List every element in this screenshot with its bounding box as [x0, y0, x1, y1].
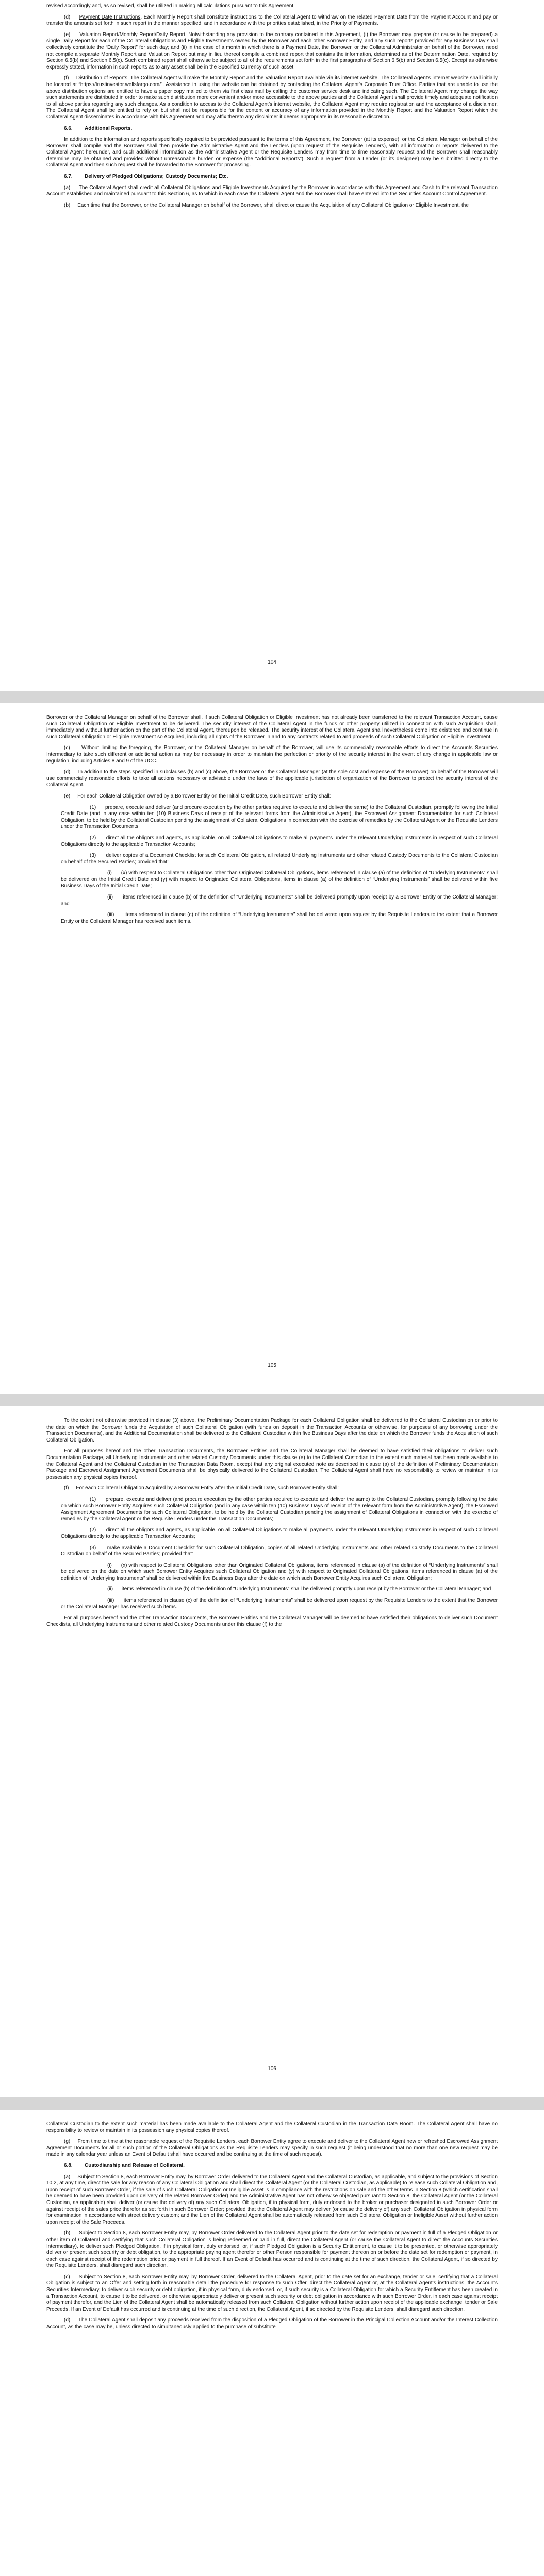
paragraph-e: (e) Valuation Report/Monthly Report/Daily Report. Notwithstanding any provision to the contrary contained in this Agreement, (i) the Borrower may prepare (or cause to be prepared) a single Daily Report for each of the Collateral Obligations and Eligible Investments owned by the Borrower and each other Borrower Entity, and any such reports provided for any Business Day shall collectively constitute the “Daily Report” for such day; and (ii) in the case of a month in which there is a Payment Date, the Borrower, or the Collateral Administrator on behalf of the Borrower, need not compile a separate Monthly Report and Valuation Report but may in lieu thereof compile a combined report that contains the information, determined as of the Determination Date, required by Section 6.5(b) and Section 6.5(c). Such combined report shall otherwise be subject to all of the requirements set forth in the first paragraphs of Section 6.5(b) and Section 6.5(c). Except as otherwise expressly stated, information in such reports as to any asset shall be in the Specified Currency of such asset. [46, 31, 498, 70]
page-separator [0, 2097, 544, 2110]
page-number: 106 [268, 2066, 276, 2072]
paragraph-c: (c) Subject to Section 8, each Borrower Entity may, by Borrower Order, delivered to the Collateral Agent, prior to the date set for an exchange, tender or sale, certifying that a Collateral Obligation is subject to an Offer and setting forth in reasonable detail the procedure for response to such Offer, direct the Collateral Agent or, at the Collateral Agent’s instructions, the Accounts Securities Intermediary, to deliver such security or debt obligation, if in physical form, duly endorsed, or, if such security is a Collateral Obligation for which a Security Entitlement has been created in a Transaction Account, to cause it to be delivered, or otherwise appropriately deliver or present such security or debt obligation in accordance with such Borrower Order, in each case against receipt of payment therefor, and the Lien of the Collateral Agent shall be automatically released from such Collateral Obligation without further action upon receipt of the applicable exchange, tender or Sale Proceeds. If an Event of Default has occurred and is continuing at the time of such direction, the Collateral Agent, if so directed by the Requisite Lenders, shall disregard such direction. [46, 2274, 498, 2312]
paragraph-d: (d) The Collateral Agent shall deposit any proceeds received from the disposition of a Pledged Obligation of the Borrower in the Principal Collection Account and/or the Interest Collection Account, as the case may be, unless directed to simultaneously applied to the purchase of substitute [46, 2317, 498, 2330]
paragraph: For all purposes hereof and the other Transaction Documents, the Borrower Entities and the Collateral Manager will be deemed to have satisfied their obligations to deliver such Document Checklists, all Underlying Instruments and other related Custody Documents under this clause (f) to the [46, 1615, 498, 1628]
paragraph-a: (a) Subject to Section 8, each Borrower Entity may, by Borrower Order delivered to the Collateral Agent and the Collateral Custodian, as applicable, and subject to the provisions of Section 10.2, at any time, direct the sale for any reason of any Collateral Obligation and shall direct the Collateral Agent (or the Collateral Custodian, as applicable) to release such Collateral Obligation and, upon receipt of such Borrower Order, if the sale of such Collateral Obligation or Ineligible Asset is in compliance with the restrictions on sale and the other terms in Section 8 (which certification shall be deemed to have been provided upon delivery of the related Borrower Order) and the Administrative Agent has not otherwise objected pursuant to Section 8, the Collateral Agent (or the Collateral Custodian, as applicable) shall deliver (or cause the delivery of) any such Collateral Obligation, if in physical form, duly endorsed to the broker or purchaser designated in such Borrower Order or against receipt of the sales price therefor as set forth in such Borrower Order; provided that the Collateral Agent may deliver (or cause the delivery of) any such Collateral Obligation in physical form for examination in accordance with street delivery custom; and the Lien of the Collateral Agent shall be automatically released from such Collateral Obligation or Ineligible Asset without further action upon receipt of the Sale Proceeds. [46, 2174, 498, 2225]
paragraph: To the extent not otherwise provided in clause (3) above, the Preliminary Documentation Package for each Collateral Obligation shall be delivered to the Collateral Custodian on or prior to the date on which the Borrower funds the Acquisition of such Collateral Obligation (with funds on deposit in the Transaction Accounts or otherwise, for purposes of any borrowing under the Transaction Documents), and the Additional Documentation shall be delivered to the Collateral Custodian within five Business Days after the date on which the Borrower funds the Acquisition of such Collateral Obligation. [46, 1418, 498, 1443]
subparagraph-3: (3) deliver copies of a Document Checklist for such Collateral Obligation, all related Underlying Instruments and other related Custody Documents to the Collateral Custodian on behalf of the Secured Parties; provided that: [61, 853, 498, 865]
subparagraph-3: (3) make available a Document Checklist for such Collateral Obligation, copies of all related Underlying Instruments and other related Custody Documents to the Collateral Custodian on behalf of the Secured Parties; provided that: [61, 1545, 498, 1557]
paragraph-c: (c) Without limiting the foregoing, the Borrower, or the Collateral Manager on behalf of the Borrower, will use its commercially reasonable efforts to direct the Accounts Securities Intermediary to take such different or additional action as may be necessary in order to maintain the perfection or priority of the security interest in the event of any change in applicable law or regulation, including Articles 8 and 9 of the UCC. [46, 745, 498, 764]
subparagraph-2: (2) direct all the obligors and agents, as applicable, on all Collateral Obligations to make all payments under the relevant Underlying Instruments in respect of such Collateral Obligations directly to the applicable Transaction Accounts; [61, 1527, 498, 1539]
paragraph-d: (d) In addition to the steps specified in subclauses (b) and (c) above, the Borrower or the Collateral Manager (at the sole cost and expense of the Borrower) on behalf of the Borrower will use commercially reasonable efforts to take all actions necessary or advisable under the laws of the applicable jurisdiction of organization of the Borrower to protect the security interest of the Collateral Agent. [46, 769, 498, 788]
paragraph-title: Valuation Report/Monthly Report/Daily Report [79, 31, 185, 38]
paragraph-e: (e) For each Collateral Obligation owned by a Borrower Entity on the Initial Credit Date, such Borrower Entity shall: [64, 793, 331, 799]
page-separator [0, 691, 544, 703]
subparagraph-1: (1) prepare, execute and deliver (and procure execution by the other parties required to execute and deliver the same) to the Collateral Custodian, promptly following the Initial Credit Date (and in any case within ten (10) Business Days of receipt of the relevant forms from the Administrative Agent), the Escrowed Assignment Documentation for such Collateral Obligation, to be held by the Collateral Custodian pending the assignment of Collateral Obligations in connection with the exercise of remedies by the Collateral Agent or the Requisite Lenders under the Transaction Documents; [61, 804, 498, 830]
page-104 [0, 0, 544, 703]
paragraph-g: (g) From time to time at the reasonable request of the Requisite Lenders, each Borrower Entity agree to execute and deliver to the Collateral Agent new or refreshed Escrowed Assignment Agreement Documents for all or such portion of the Collateral Obligations as the Requisite Lenders may specify in such request (it being understood that no more than one new request may be made in any calendar year unless an Event of Default shall have occurred and be continuing at the time of such request). [46, 2139, 498, 2158]
clause-iii: (iii) items referenced in clause (c) of the definition of “Underlying Instruments” shall be delivered upon request by the Requisite Lenders to the extent that a Borrower Entity or the Collateral Manager has received such items. [61, 912, 498, 924]
paragraph-d: (d) Payment Date Instructions. Each Monthly Report shall constitute instructions to the Collateral Agent to withdraw on the related Payment Date from the Payment Account and pay or transfer the amounts set forth in such report in the manner specified, and in accordance with the priorities established, in the Priority of Payments. [46, 14, 498, 27]
page-107 [0, 2110, 544, 2576]
paragraph: For all purposes hereof and the other Transaction Documents, the Borrower Entities and the Collateral Manager shall be deemed to have satisfied their obligations to deliver such Documentation Package, all Underlying Instruments and other related Custody Documents under this clause (e) to the Collateral Custodian to the extent such material has been made available to the Collateral Agent and the Collateral Custodian in the Transaction Data Room, except that any original executed note as described in clause (a) of the definition of Preliminary Documentation Package and Escrowed Assignment Agreement Documents shall be physically delivered to the Collateral Custodian. The Collateral Agent shall have no responsibility to review or maintain in its possession any physical copies thereof. [46, 1448, 498, 1480]
subparagraph-1: (1) prepare, execute and deliver (and procure execution by the other parties required to execute and deliver the same) to the Collateral Custodian, promptly following the date on which such Borrower Entity Acquires such Collateral Obligation (and in any case within ten (10) Business Days of receipt of the relevant form from the Administrative Agent), the Escrowed Assignment Agreement Documents for such Collateral Obligation, to be held by the Collateral Custodian pending the assignment of Collateral Obligations in connection with the exercise of remedies by the Collateral Agent or the Requisite Lenders under the Transaction Documents; [61, 1496, 498, 1522]
paragraph: revised accordingly and, as so revised, shall be utilized in making all calculations pursuant to this Agreement. [46, 3, 295, 9]
paragraph-f: (f) For each Collateral Obligation Acquired by a Borrower Entity after the Initial Credit Date, such Borrower Entity shall: [64, 1485, 339, 1492]
page-105 [0, 703, 544, 1406]
paragraph-b: (b) Each time that the Borrower, or the Collateral Manager on behalf of the Borrower, shall direct or cause the Acquisition of any Collateral Obligation or Eligible Investment, the [64, 202, 469, 208]
clause-i: (i) (x) with respect to Collateral Obligations other than Originated Collateral Obligations, items referenced in clause (a) of the definition of “Underlying Instruments” shall be delivered on the date on which such Borrower Entity Acquires such Collateral Obligation and (y) with respect to Originated Collateral Obligations, items referenced in clause (a) of the definition of “Underlying Instruments” shall be delivered within five Business Days after the date on which such Borrower Entity Acquires such Collateral Obligation; [61, 1562, 498, 1581]
paragraph-title: Distribution of Reports [76, 75, 128, 81]
page-separator [0, 1394, 544, 1406]
paragraph: In addition to the information and reports specifically required to be provided pursuant to the terms of this Agreement, the Borrower (at its expense), or the Collateral Manager on behalf of the Borrower, shall compile and the Borrower shall then provide the Administrative Agent and the Lenders (upon request of the Requisite Lenders), with all information or reports delivered to the Collateral Agent hereunder, and such additional information as the Administrative Agent or the Requisite Lenders may from time to time reasonably request and the Borrower shall reasonably determine may be obtained and provided without unreasonable burden or expense (the “Additional Reports”). Such a request from a Lender (or its designee) may be submitted directly to the Collateral Agent and then such request shall be forwarded to the Borrower for processing. [46, 137, 498, 168]
clause-ii: (ii) items referenced in clause (b) of the definition of “Underlying Instruments” shall be delivered promptly upon receipt by a Borrower Entity or the Collateral Manager; and [61, 894, 498, 907]
section-heading-6-8: 6.8. Custodianship and Release of Collateral. [64, 2162, 185, 2168]
paragraph-b: (b) Subject to Section 8, each Borrower Entity may, by Borrower Order delivered to the Collateral Agent prior to the date set for redemption or payment in full of a Pledged Obligation or other item of Collateral and certifying that such Collateral Obligation is being redeemed or paid in full, direct the Collateral Agent (or cause the Collateral Agent to direct the Accounts Securities Intermediary), to deliver such Pledged Obligation, if in physical form, duly endorsed, or, if such Pledged Obligation is a Security Entitlement, to cause it to be presented, or otherwise appropriately deliver or present such security or debt obligation, to the appropriate paying agent therefor or other Person responsible for payment thereon on or before the date set for redemption or payment, in each case against receipt of the redemption price or payment in full thereof. If an Event of Default has occurred and is continuing at the time of such direction, the Collateral Agent, if so directed by the Requisite Lenders, shall disregard such direction. [46, 2230, 498, 2269]
page-number: 104 [268, 659, 276, 666]
paragraph: Borrower or the Collateral Manager on behalf of the Borrower shall, if such Collateral Obligation or Eligible Investment has not already been transferred to the relevant Transaction Account, cause such Collateral Obligation or Eligible Investment to be delivered. The security interest of the Collateral Agent in the funds or other property utilized in connection with such Acquisition shall, immediately and without further action on the part of the Collateral Agent, thereupon be released. The security interest of the Collateral Agent shall nevertheless come into existence and continue in such Collateral Obligation or Eligible Investment so Acquired, including all rights of the Borrower in and to any contracts related to and proceeds of such Collateral Obligation or Eligible Investment. [46, 715, 498, 740]
paragraph-title: Payment Date Instructions [79, 14, 141, 20]
paragraph-f: (f) Distribution of Reports. The Collateral Agent will make the Monthly Report and the Valuation Report available via its internet website. The Collateral Agent’s internet website shall initially be located at “https://trustinvestor.wellsfargo.com/”. Assistance in using the website can be obtained by contacting the Collateral Agent’s Corporate Trust Office. Parties that are unable to use the above distribution options are entitled to have a paper copy mailed to them via first class mail by calling the customer service desk and indicating such. The Collateral Agent may change the way such statements are distributed in order to make such distribution more convenient and/or more accessible to the above parties and the Collateral Agent shall provide timely and adequate notification to all above parties regarding any such changes. As a condition to access to the Collateral Agent’s internet website, the Collateral Agent may require registration and the acceptance of a disclaimer. The Collateral Agent shall be entitled to rely on but shall not be responsible for the content or accuracy of any information provided in the Monthly Report and the Valuation Report which the Collateral Agent disseminates in accordance with this Agreement and may affix thereto any disclaimer it deems appropriate in its reasonable discretion. [46, 75, 498, 120]
section-heading-6-6: 6.6. Additional Reports. [64, 125, 133, 131]
clause-iii: (iii) items referenced in clause (c) of the definition of “Underlying Instruments” shall be delivered upon request by the Requisite Lenders to the extent that the Borrower or the Collateral Manager has received such items. [61, 1598, 498, 1610]
clause-i: (i) (x) with respect to Collateral Obligations other than Originated Collateral Obligations, items referenced in clause (a) of the definition of “Underlying Instruments” shall be delivered on the Initial Credit Date and (y) with respect to Originated Collateral Obligations, items in clause (a) of the definition of “Underlying Instruments” shall be delivered within five Business Days of the Initial Credit Date; [61, 870, 498, 889]
paragraph-a: (a) The Collateral Agent shall credit all Collateral Obligations and Eligible Investments Acquired by the Borrower in accordance with this Agreement and Cash to the relevant Transaction Account established and maintained pursuant to this Section 6, as to which in each case the Collateral Agent and the Borrower shall have entered into the Securities Account Control Agreement. [46, 184, 498, 197]
paragraph: Collateral Custodian to the extent such material has been made available to the Collateral Agent and the Collateral Custodian in the Transaction Data Room. The Collateral Agent shall have no responsibility to review or maintain in its possession any physical copies thereof. [46, 2121, 498, 2133]
clause-ii: (ii) items referenced in clause (b) of the definition of “Underlying Instruments” shall be delivered promptly upon receipt by the Borrower or the Collateral Manager; and [107, 1586, 491, 1592]
subparagraph-2: (2) direct all the obligors and agents, as applicable, on all Collateral Obligations to make all payments under the relevant Underlying Instruments in respect of such Collateral Obligations directly to the applicable Transaction Accounts; [61, 835, 498, 848]
section-heading-6-7: 6.7. Delivery of Pledged Obligations; Custody Documents; Etc. [64, 174, 228, 180]
page-number: 105 [268, 1363, 276, 1369]
page-106 [0, 1406, 544, 2110]
